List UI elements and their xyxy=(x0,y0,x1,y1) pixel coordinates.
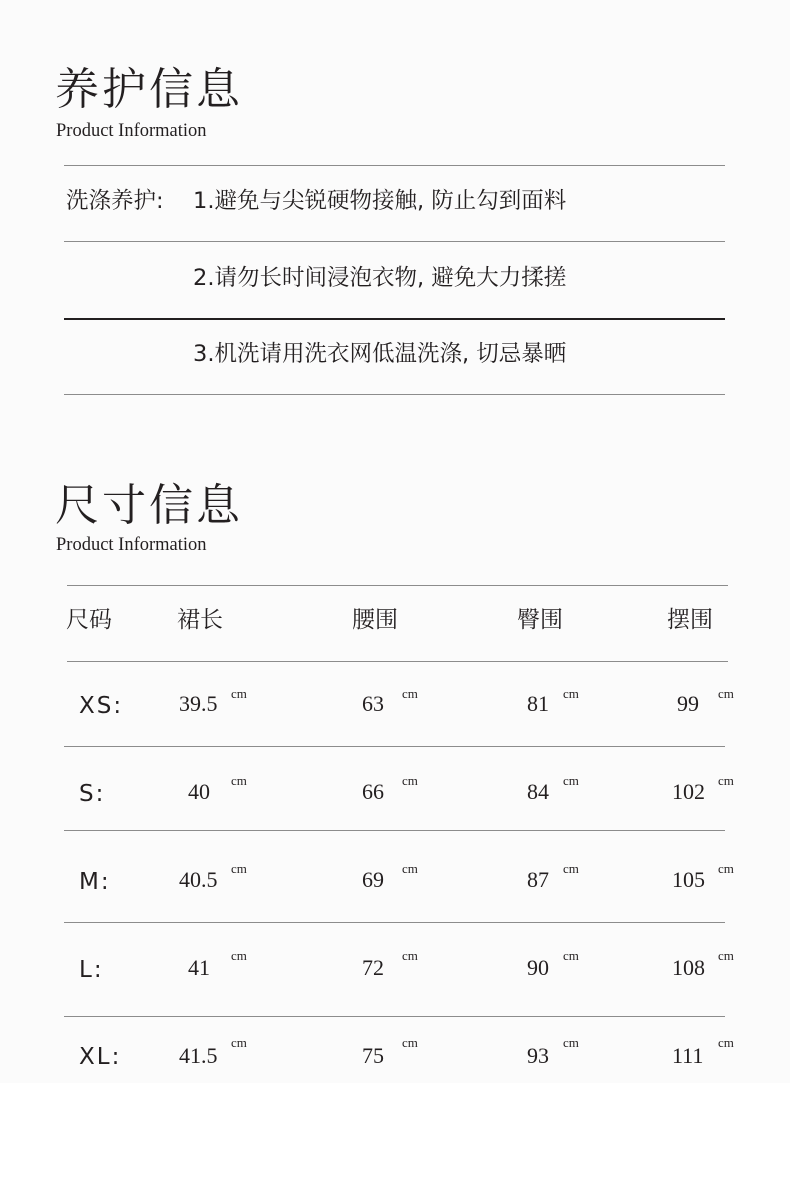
unit-label: cm xyxy=(402,686,418,701)
unit-label: cm xyxy=(231,1035,247,1050)
unit-label: cm xyxy=(718,1035,734,1050)
unit-label: cm xyxy=(563,1035,579,1050)
unit-label: cm xyxy=(563,773,579,788)
waist-value: 63 xyxy=(362,691,384,716)
size-label: L: xyxy=(79,957,104,983)
hip-value: 87 xyxy=(527,867,549,892)
size-label: XS: xyxy=(79,693,124,719)
hem-value: 102 xyxy=(672,779,705,804)
waist-value: 69 xyxy=(362,867,384,892)
unit-label: cm xyxy=(563,948,579,963)
hem-value: 108 xyxy=(672,955,705,980)
waist-value: 66 xyxy=(362,779,384,804)
unit-label: cm xyxy=(402,1035,418,1050)
hip-value: 81 xyxy=(527,691,549,716)
care-item-3: 3.机洗请用洗衣网低温洗涤, 切忌暴晒 xyxy=(193,341,567,367)
skirt-length-value: 41.5 xyxy=(179,1043,218,1068)
size-label: M: xyxy=(79,869,111,895)
hip-value: 84 xyxy=(527,779,549,804)
divider xyxy=(64,241,725,242)
size-label: XL: xyxy=(79,1044,122,1070)
divider xyxy=(67,585,728,586)
divider xyxy=(64,922,725,923)
hem-value: 105 xyxy=(672,867,705,892)
header-hem: 摆围 xyxy=(667,607,713,633)
header-skirt-length: 裙长 xyxy=(177,607,223,633)
skirt-length-value: 40 xyxy=(188,779,210,804)
hip-value: 93 xyxy=(527,1043,549,1068)
size-title: 尺寸信息 xyxy=(55,480,243,531)
header-waist: 腰围 xyxy=(352,607,398,633)
skirt-length-value: 40.5 xyxy=(179,867,218,892)
care-item-2: 2.请勿长时间浸泡衣物, 避免大力揉搓 xyxy=(193,265,567,291)
header-size: 尺码 xyxy=(66,607,112,633)
unit-label: cm xyxy=(402,948,418,963)
header-hip: 臀围 xyxy=(517,607,563,633)
unit-label: cm xyxy=(231,773,247,788)
hem-value: 111 xyxy=(672,1043,704,1068)
unit-label: cm xyxy=(718,948,734,963)
divider xyxy=(64,746,725,747)
unit-label: cm xyxy=(231,861,247,876)
unit-label: cm xyxy=(718,861,734,876)
care-title: 养护信息 xyxy=(55,64,243,115)
skirt-length-value: 41 xyxy=(188,955,210,980)
divider xyxy=(64,318,725,320)
unit-label: cm xyxy=(402,861,418,876)
hem-value: 99 xyxy=(677,691,699,716)
divider xyxy=(64,830,725,831)
size-label: S: xyxy=(79,781,106,807)
care-item-1: 1.避免与尖锐硬物接触, 防止勾到面料 xyxy=(193,188,567,214)
waist-value: 75 xyxy=(362,1043,384,1068)
waist-value: 72 xyxy=(362,955,384,980)
hip-value: 90 xyxy=(527,955,549,980)
unit-label: cm xyxy=(231,686,247,701)
unit-label: cm xyxy=(718,773,734,788)
care-label: 洗涤养护: xyxy=(66,188,164,214)
care-subtitle: Product Information xyxy=(56,121,207,141)
divider xyxy=(64,394,725,395)
unit-label: cm xyxy=(402,773,418,788)
divider xyxy=(64,1016,725,1017)
unit-label: cm xyxy=(563,686,579,701)
unit-label: cm xyxy=(563,861,579,876)
unit-label: cm xyxy=(718,686,734,701)
size-subtitle: Product Information xyxy=(56,535,207,555)
skirt-length-value: 39.5 xyxy=(179,691,218,716)
divider xyxy=(67,661,728,662)
unit-label: cm xyxy=(231,948,247,963)
divider xyxy=(64,165,725,166)
